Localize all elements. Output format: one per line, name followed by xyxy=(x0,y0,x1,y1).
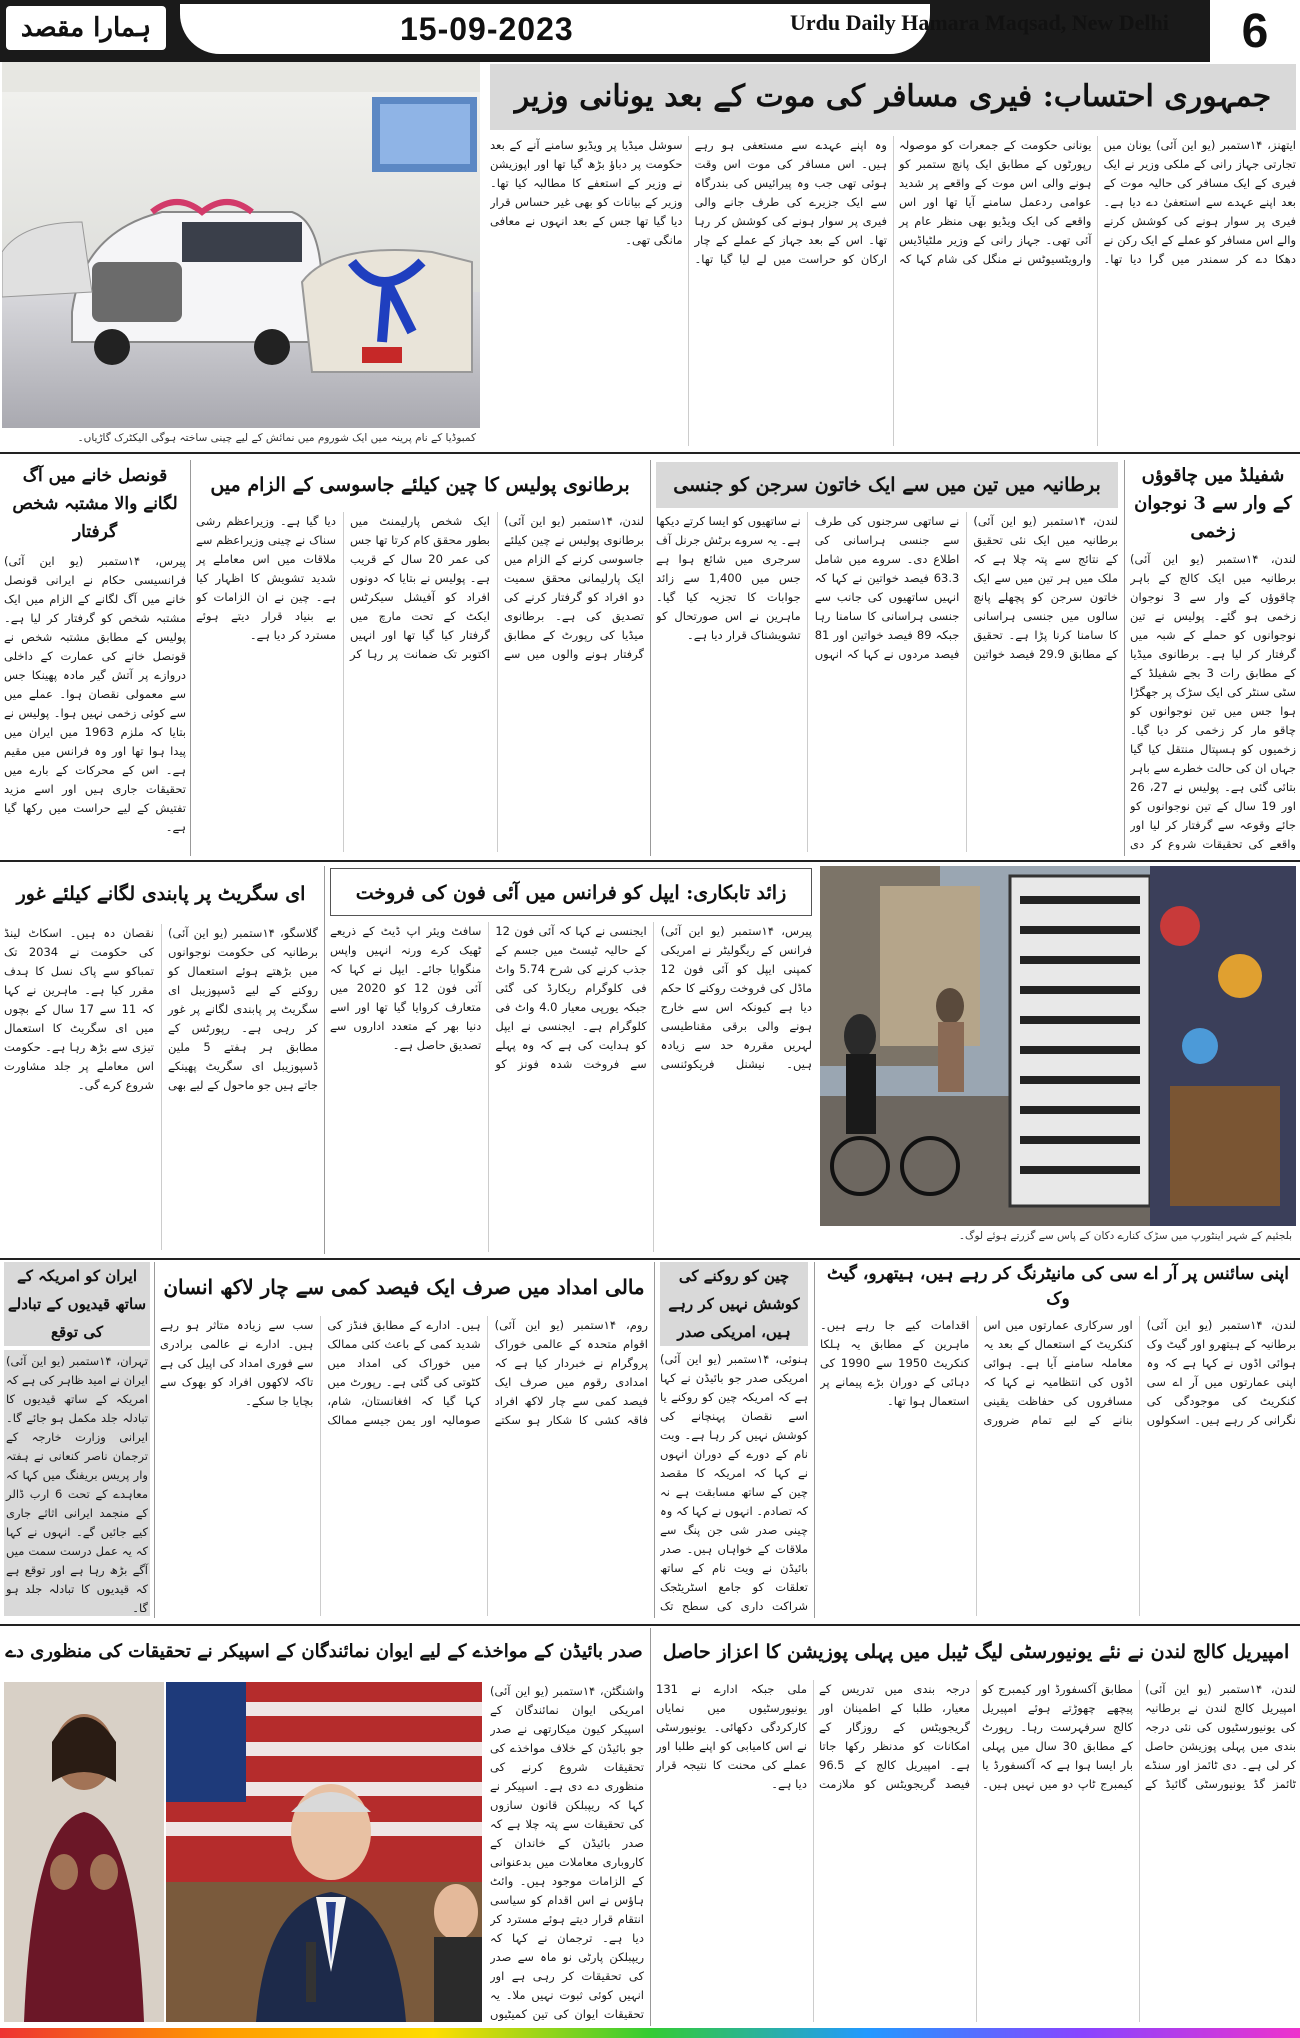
china-headline: چین کو روکنے کی کوشش نہیں کر رہے ہیں، امریکی صدر xyxy=(660,1262,808,1346)
antwerp-caption: بلجئیم کے شہر اینٹورپ میں سڑک کنارے دکان کے پاس سے گزرتے ہوئے لوگ۔ xyxy=(958,1230,1292,1242)
shiv-headline: شفیلڈ میں چاقوؤں کے وار سے 3 نوجوان زخمی xyxy=(1134,465,1292,542)
antwerp-photo-art xyxy=(820,866,1296,1226)
airport-headline: اپنی سائنس پر آر اے سی کی مانیٹرنگ کر رہے ہیں، ہیتھرو، گیٹ وک xyxy=(827,1264,1289,1309)
vrule-5 xyxy=(814,1262,815,1618)
china-body: ہنوئی، ۱۴ستمبر (یو این آئی) امریکی صدر جو بائیڈن نے کہا ہے کہ امریکہ چین کو روکنے یا اسے نقصان پہنچانے کی کوشش نہیں کر رہا ہے۔ ویت نام کے دورے کے دوران انہوں نے کہا کہ امریکہ کا مقصد چین کے ساتھ مسابقت ہے نہ کہ تصادم۔ انہوں نے کہا کہ وہ چینی صدر شی جن پنگ سے ملاقات کے خواہاں ہیں۔ صدر بائیڈن نے ویت نام کے ساتھ تعلقات کو جامع اسٹریٹجک شراکت داری کی سطح تک xyxy=(660,1352,808,1613)
greek-headline: جمہوری احتساب: فیری مسافر کی موت کے بعد یونانی وزیر xyxy=(490,64,1296,130)
divider-4 xyxy=(0,1624,1300,1626)
divider-2 xyxy=(0,860,1300,862)
vrule-4 xyxy=(324,866,325,1254)
showroom-photo-art xyxy=(2,62,480,428)
vrule-6 xyxy=(654,1262,655,1618)
showroom-photo xyxy=(2,62,480,428)
spy-headline: برطانوی پولیس کا چین کیلئے جاسوسی کے الزام میں xyxy=(210,474,630,496)
imperial-headline: امپیریل کالج لندن نے نئے یونیورسٹی لیگ ٹیبل میں پہلی پوزیشن کا اعزاز حاصل xyxy=(662,1641,1290,1663)
page-number: 6 xyxy=(1210,0,1300,62)
newspaper-logo xyxy=(6,6,166,50)
harris-photo-art xyxy=(4,1682,164,2022)
biden-photo-art xyxy=(166,1682,482,2022)
shiv-body: لندن، ۱۴ستمبر (یو این آئی) برطانیہ میں ایک کالج کے باہر چاقوؤں کے وار سے 3 نوجوان زخمی ہو گئے۔ پولیس نے تین نوجوانوں کو حملے کے شبہ میں گرفتار کر لیا ہے۔ برطانوی میڈیا کے مطابق رات 3 بجے شفیلڈ کے سٹی سنٹر کی ایک سڑک پر جھگڑا ہوا جس میں تین نوجوانوں کو چاقو مار کر زخمی کر دیا گیا۔ زخمیوں کو ہسپتال منتقل کیا گیا جہاں ان کی حالت خطرے سے باہر بتائی گئی ہے۔ پولیس نے 27، 26 اور 19 سال کے تین نوجوانوں کو جائے وقوعہ سے گرفتار کر لیا اور واقعے کی تحقیقات شروع کر دی xyxy=(1130,552,1296,850)
consulate-body: پیرس، ۱۴ستمبر (یو این آئی) فرانسیسی حکام نے ایرانی قونصل خانے میں آگ لگانے کے الزام میں ایک مشتبہ شخص کو گرفتار کر لیا ہے۔ پولیس کے مطابق مشتبہ شخص نے قونصل خانے کی عمارت کے داخلی دروازے پر آتش گیر مادہ پھینکا جس سے معمولی نقصان ہوا۔ عملے میں سے کوئی زخمی نہیں ہوا۔ پولیس نے بتایا کہ ملزم 1963 میں ایران میں پیدا ہوا تھا اور وہ فرانس میں مقیم ہے۔ اس کے محرکات کے بارے میں تحقیقات جاری ہیں اور اسے مزید تفتیش کے لیے حراست میں رکھا گیا ہے۔ xyxy=(4,554,186,834)
aid-body: روم، ۱۴ستمبر (یو این آئی) اقوام متحدہ کے عالمی خوراک پروگرام نے خبردار کیا ہے کہ امدادی رقوم میں صرف ایک فیصد کمی سے چار لاکھ افراد فاقہ کشی کا شکار ہو سکتے ہیں۔ ادارے کے مطابق فنڈز کی شدید کمی کے باعث کئی ممالک میں خوراک کی امداد میں کٹوتی کی گئی ہے۔ رپورٹ میں کہا گیا کہ افغانستان، شام، صومالیہ اور یمن جیسے ممالک سب سے زیادہ متاثر ہو رہے ہیں۔ ادارے نے عالمی برادری سے فوری امداد کی اپیل کی ہے تاکہ لاکھوں افراد کو بھوک سے بچایا جا سکے۔ xyxy=(160,1318,648,1427)
masthead xyxy=(0,0,1300,62)
biden-photo xyxy=(166,1682,482,2022)
divider-1 xyxy=(0,452,1300,454)
vrule-8 xyxy=(650,1628,651,2026)
kids-body: گلاسگو، ۱۴ستمبر (یو این آئی) برطانیہ کی حکومت نوجوانوں میں بڑھتے ہوئے استعمال کو روکنے کے لیے ڈسپوزیبل ای سگریٹ پر پابندی لگانے پر غور کر رہی ہے۔ رپورٹس کے مطابق ہر ہفتے 5 ملین ڈسپوزیبل ای سگریٹ پھینکے جاتے ہیں جو ماحول کے لیے بھی نقصان دہ ہیں۔ اسکاٹ لینڈ کی حکومت نے 2034 تک تمباکو سے پاک نسل کا ہدف مقرر کیا ہے۔ ماہرین نے کہا کہ 11 سے 17 سال کے بچوں میں ای سگریٹ کا استعمال تیزی سے بڑھ رہا ہے۔ حکومت اس معاملے پر جلد مشاورت شروع کرے گی۔ xyxy=(4,926,318,1092)
imperial-body: لندن، ۱۴ستمبر (یو این آئی) امپیریل کالج لندن نے برطانیہ کی یونیورسٹیوں کی نئی درجہ بندی میں پہلی پوزیشن حاصل کر لی ہے۔ دی ٹائمز اور سنڈے ٹائمز گڈ یونیورسٹی گائیڈ کے مطابق آکسفورڈ اور کیمبرج کو پیچھے چھوڑتے ہوئے امپیریل کالج سرفہرست رہا۔ رپورٹ کے مطابق 30 سال میں پہلی بار ایسا ہوا ہے کہ آکسفورڈ یا کیمبرج ٹاپ دو میں نہیں ہیں۔ درجہ بندی میں تدریس کے معیار، طلبا کے اطمینان اور گریجویٹس کے روزگار کے امکانات کو مدنظر رکھا جاتا ہے۔ امپیریل کالج کے 96.5 فیصد گریجویٹس کو ملازمت ملی جبکہ ادارے نے 131 یونیورسٹیوں میں نمایاں کارکردگی دکھائی۔ یونیورسٹی نے اس کامیابی کو اپنے طلبا اور عملے کی محنت کا نتیجہ قرار دیا ہے۔ xyxy=(656,1682,1296,1791)
iran-headline: ایران کو امریکہ کے ساتھ قیدیوں کے تبادلے کی توقع xyxy=(4,1262,150,1346)
showroom-caption: کمبوڈیا کے نام پرینہ میں ایک شوروم میں نمائش کے لیے چینی ساختہ ہوگی الیکٹرک گاڑیاں۔ xyxy=(77,432,476,444)
harris-photo xyxy=(4,1682,164,2022)
vrule-7 xyxy=(154,1262,155,1618)
consulate-headline: قونصل خانے میں آگ لگانے والا مشتبہ شخص گرفتار xyxy=(12,466,178,542)
surgeon-body: لندن، ۱۴ستمبر (یو این آئی) برطانیہ میں ایک نئی تحقیق کے نتائج سے پتہ چلا ہے کہ ملک میں ہر تین میں سے ایک خاتون سرجن کو پچھلے پانچ سالوں میں جنسی ہراسانی کا سامنا کرنا پڑا ہے۔ تحقیق کے مطابق 29.9 فیصد خواتین نے ساتھی سرجنوں کی طرف سے جنسی ہراسانی کی اطلاع دی۔ سروے میں شامل 63.3 فیصد خواتین نے کہا کہ انہیں ساتھیوں کی جانب سے جنسی ہراسانی کا سامنا رہا جبکہ 89 فیصد خواتین اور 81 فیصد مردوں نے کہا کہ انہوں نے ساتھیوں کو ایسا کرتے دیکھا ہے۔ یہ سروے برٹش جرنل آف سرجری میں شائع ہوا ہے جس میں 1,400 سے زائد جوابات کا تجزیہ کیا گیا۔ ماہرین نے اس صورتحال کو تشویشناک قرار دیا ہے۔ xyxy=(656,514,1118,661)
apple-headline: زائد تابکاری: ایپل کو فرانس میں آئی فون کی فروخت xyxy=(330,868,812,916)
vrule-2 xyxy=(650,460,651,856)
kids-headline: ای سگریٹ پر پابندی لگانے کیلئے غور xyxy=(16,883,306,905)
aid-headline: مالی امداد میں صرف ایک فیصد کمی سے چار لاکھ انسان xyxy=(163,1275,645,1299)
surgeon-headline: برطانیہ میں تین میں سے ایک خاتون سرجن کو جنسی xyxy=(656,462,1118,508)
biden-body: واشنگٹن، ۱۴ستمبر (یو این آئی) امریکی ایوان نمائندگان کے اسپیکر کیون میکارتھی نے صدر جو بائیڈن کے خلاف مواخذے کی تحقیقات شروع کرنے کی منظوری دے دی ہے۔ اسپیکر نے کہا کہ ریپبلکن قانون سازوں کی تحقیقات سے پتہ چلا ہے کہ صدر بائیڈن کے خاندان کے کاروباری معاملات میں بدعنوانی کے الزامات موجود ہیں۔ وائٹ ہاؤس نے اس اقدام کو سیاسی انتقام قرار دیتے ہوئے مسترد کر دیا ہے۔ ترجمان نے کہا کہ ریپبلکن پارٹی نو ماہ سے صدر کی تحقیقات کر رہی ہے اور انہیں کوئی ثبوت نہیں ملا۔ یہ تحقیقات ایوان کی تین کمیٹیوں xyxy=(490,1684,644,2021)
footer-color-strip xyxy=(0,2028,1300,2038)
logo-text-a: ہمارا مقصد xyxy=(20,13,152,43)
paper-name: Urdu Daily Hamara Maqsad, New Delhi xyxy=(790,10,1169,35)
vrule-1 xyxy=(1124,460,1125,856)
greek-body: ایتھنز، ۱۴ستمبر (یو این آئی) یونان میں تجارتی جہاز رانی کے ملکی وزیر نے ایک فیری کے ایک مسافر کی حالیہ موت کے بعد اپنے عہدے سے استعفیٰ دے دیا ہے۔ فیری پر سوار ہونے کی کوشش کرنے والے اس مسافر کو عملے کے ایک رکن نے دھکا دے کر سمندر میں گرا دیا تھا۔ یونانی حکومت کے جمعرات کو موصولہ رپورٹوں کے مطابق ایک پانچ ستمبر کو ہونے والی اس موت کے واقعے پر شدید عوامی ردعمل سامنے آیا تھا اور اس واقعے کی ایک ویڈیو بھی منظر عام پر آئی تھی۔ جہاز رانی کے وزیر ملٹیاڈیس وارویٹسیوٹس نے منگل کی شام کہا کہ وہ اپنے عہدے سے مستعفی ہو رہے ہیں۔ اس مسافر کی موت اس وقت ہوئی تھی جب وہ پیرائیس کی بندرگاہ سے ایک جزیرے کی طرف جانے والی فیری پر سوار ہونے کی کوشش کر رہا تھا۔ اس کے بعد جہاز کے عملے کے چار ارکان کو حراست میں لے لیا گیا تھا۔ سوشل میڈیا پر ویڈیو سامنے آنے کے بعد حکومت پر دباؤ بڑھ گیا تھا اور اپوزیشن نے وزیر کے استعفے کا مطالبہ کیا تھا۔ وزیر کے بیانات کو بھی غیر حساس قرار دیا گیا تھا جس کے بعد انہوں نے معافی مانگی تھی۔ xyxy=(490,138,1296,266)
iran-body: تہران، ۱۴ستمبر (یو این آئی) ایران نے امید ظاہر کی ہے کہ امریکہ کے ساتھ قیدیوں کا تبادلہ جلد مکمل ہو جائے گا۔ ایرانی وزارت خارجہ کے ترجمان ناصر کنعانی نے ہفتہ وار پریس بریفنگ میں کہا کہ معاہدے کے تحت 6 ارب ڈالر کے منجمد ایرانی اثاثے جاری کیے جائیں گے۔ انہوں نے کہا کہ یہ عمل درست سمت میں آگے بڑھ رہا ہے اور توقع ہے کہ قیدیوں کا تبادلہ جلد ہو گا۔ xyxy=(4,1350,150,1616)
divider-3 xyxy=(0,1258,1300,1260)
apple-body: پیرس، ۱۴ستمبر (یو این آئی) فرانس کے ریگولیٹر نے امریکی کمپنی ایپل کو آئی فون 12 ماڈل کی فروخت روکنے کا حکم دیا ہے کیونکہ اس سے خارج ہونے والی برقی مقناطیسی لہریں مقررہ حد سے زیادہ ہیں۔ نیشنل فریکوئنسی ایجنسی نے کہا کہ آئی فون 12 کے حالیہ ٹیسٹ میں جسم کے جذب کرنے کی شرح 5.74 واٹ فی کلوگرام ریکارڈ کی گئی جبکہ یورپی معیار 4.0 واٹ فی کلوگرام ہے۔ ایجنسی نے ایپل کو ہدایت کی ہے کہ وہ پہلے سے فروخت شدہ فونز کو سافٹ ویئر اپ ڈیٹ کے ذریعے ٹھیک کرے ورنہ انہیں واپس منگوایا جائے۔ ایپل نے کہا کہ آئی فون 12 کو 2020 میں متعارف کروایا گیا تھا اور اسے دنیا بھر کے متعدد اداروں سے تصدیق حاصل ہے۔ xyxy=(330,924,812,1071)
issue-date: 15-09-2023 xyxy=(400,10,574,47)
spy-body: لندن، ۱۴ستمبر (یو این آئی) برطانوی پولیس نے چین کیلئے جاسوسی کرنے کے الزام میں ایک پارلیمانی محقق سمیت دو افراد کو گرفتار کرنے کی تصدیق کی ہے۔ برطانوی میڈیا کی رپورٹ کے مطابق گرفتار ہونے والوں میں سے ایک شخص پارلیمنٹ میں بطور محقق کام کرتا تھا جس کی عمر 20 سال کے قریب ہے۔ پولیس نے بتایا کہ دونوں افراد کو آفیشل سیکرٹس ایکٹ کے تحت مارچ میں گرفتار کیا گیا تھا اور انہیں اکتوبر تک ضمانت پر رہا کر دیا گیا ہے۔ وزیراعظم رشی سناک نے چینی وزیراعظم سے ملاقات میں اس معاملے پر شدید تشویش کا اظہار کیا ہے۔ چین نے ان الزامات کو بے بنیاد قرار دیتے ہوئے مسترد کر دیا ہے۔ xyxy=(196,514,644,661)
biden-headline: صدر بائیڈن کے مواخذے کے لیے ایوان نمائندگان کے اسپیکر نے تحقیقات کی منظوری دے xyxy=(5,1641,643,1662)
vrule-3 xyxy=(190,460,191,856)
airport-body: لندن، ۱۴ستمبر (یو این آئی) برطانیہ کے ہیتھرو اور گیٹ وک ہوائی اڈوں نے کہا ہے کہ وہ اپنی عمارتوں میں آر اے سی کنکریٹ کی موجودگی کی نگرانی کر رہے ہیں۔ اسکولوں اور سرکاری عمارتوں میں اس کنکریٹ کے استعمال کے بعد یہ معاملہ سامنے آیا ہے۔ ہوائی اڈوں کی انتظامیہ نے کہا کہ مسافروں کی حفاظت یقینی بنانے کے لیے تمام ضروری اقدامات کیے جا رہے ہیں۔ ماہرین کے مطابق یہ ہلکا کنکریٹ 1950 سے 1990 کی دہائی کے دوران بڑے پیمانے پر استعمال ہوا تھا۔ xyxy=(820,1318,1296,1427)
antwerp-photo xyxy=(820,866,1296,1226)
